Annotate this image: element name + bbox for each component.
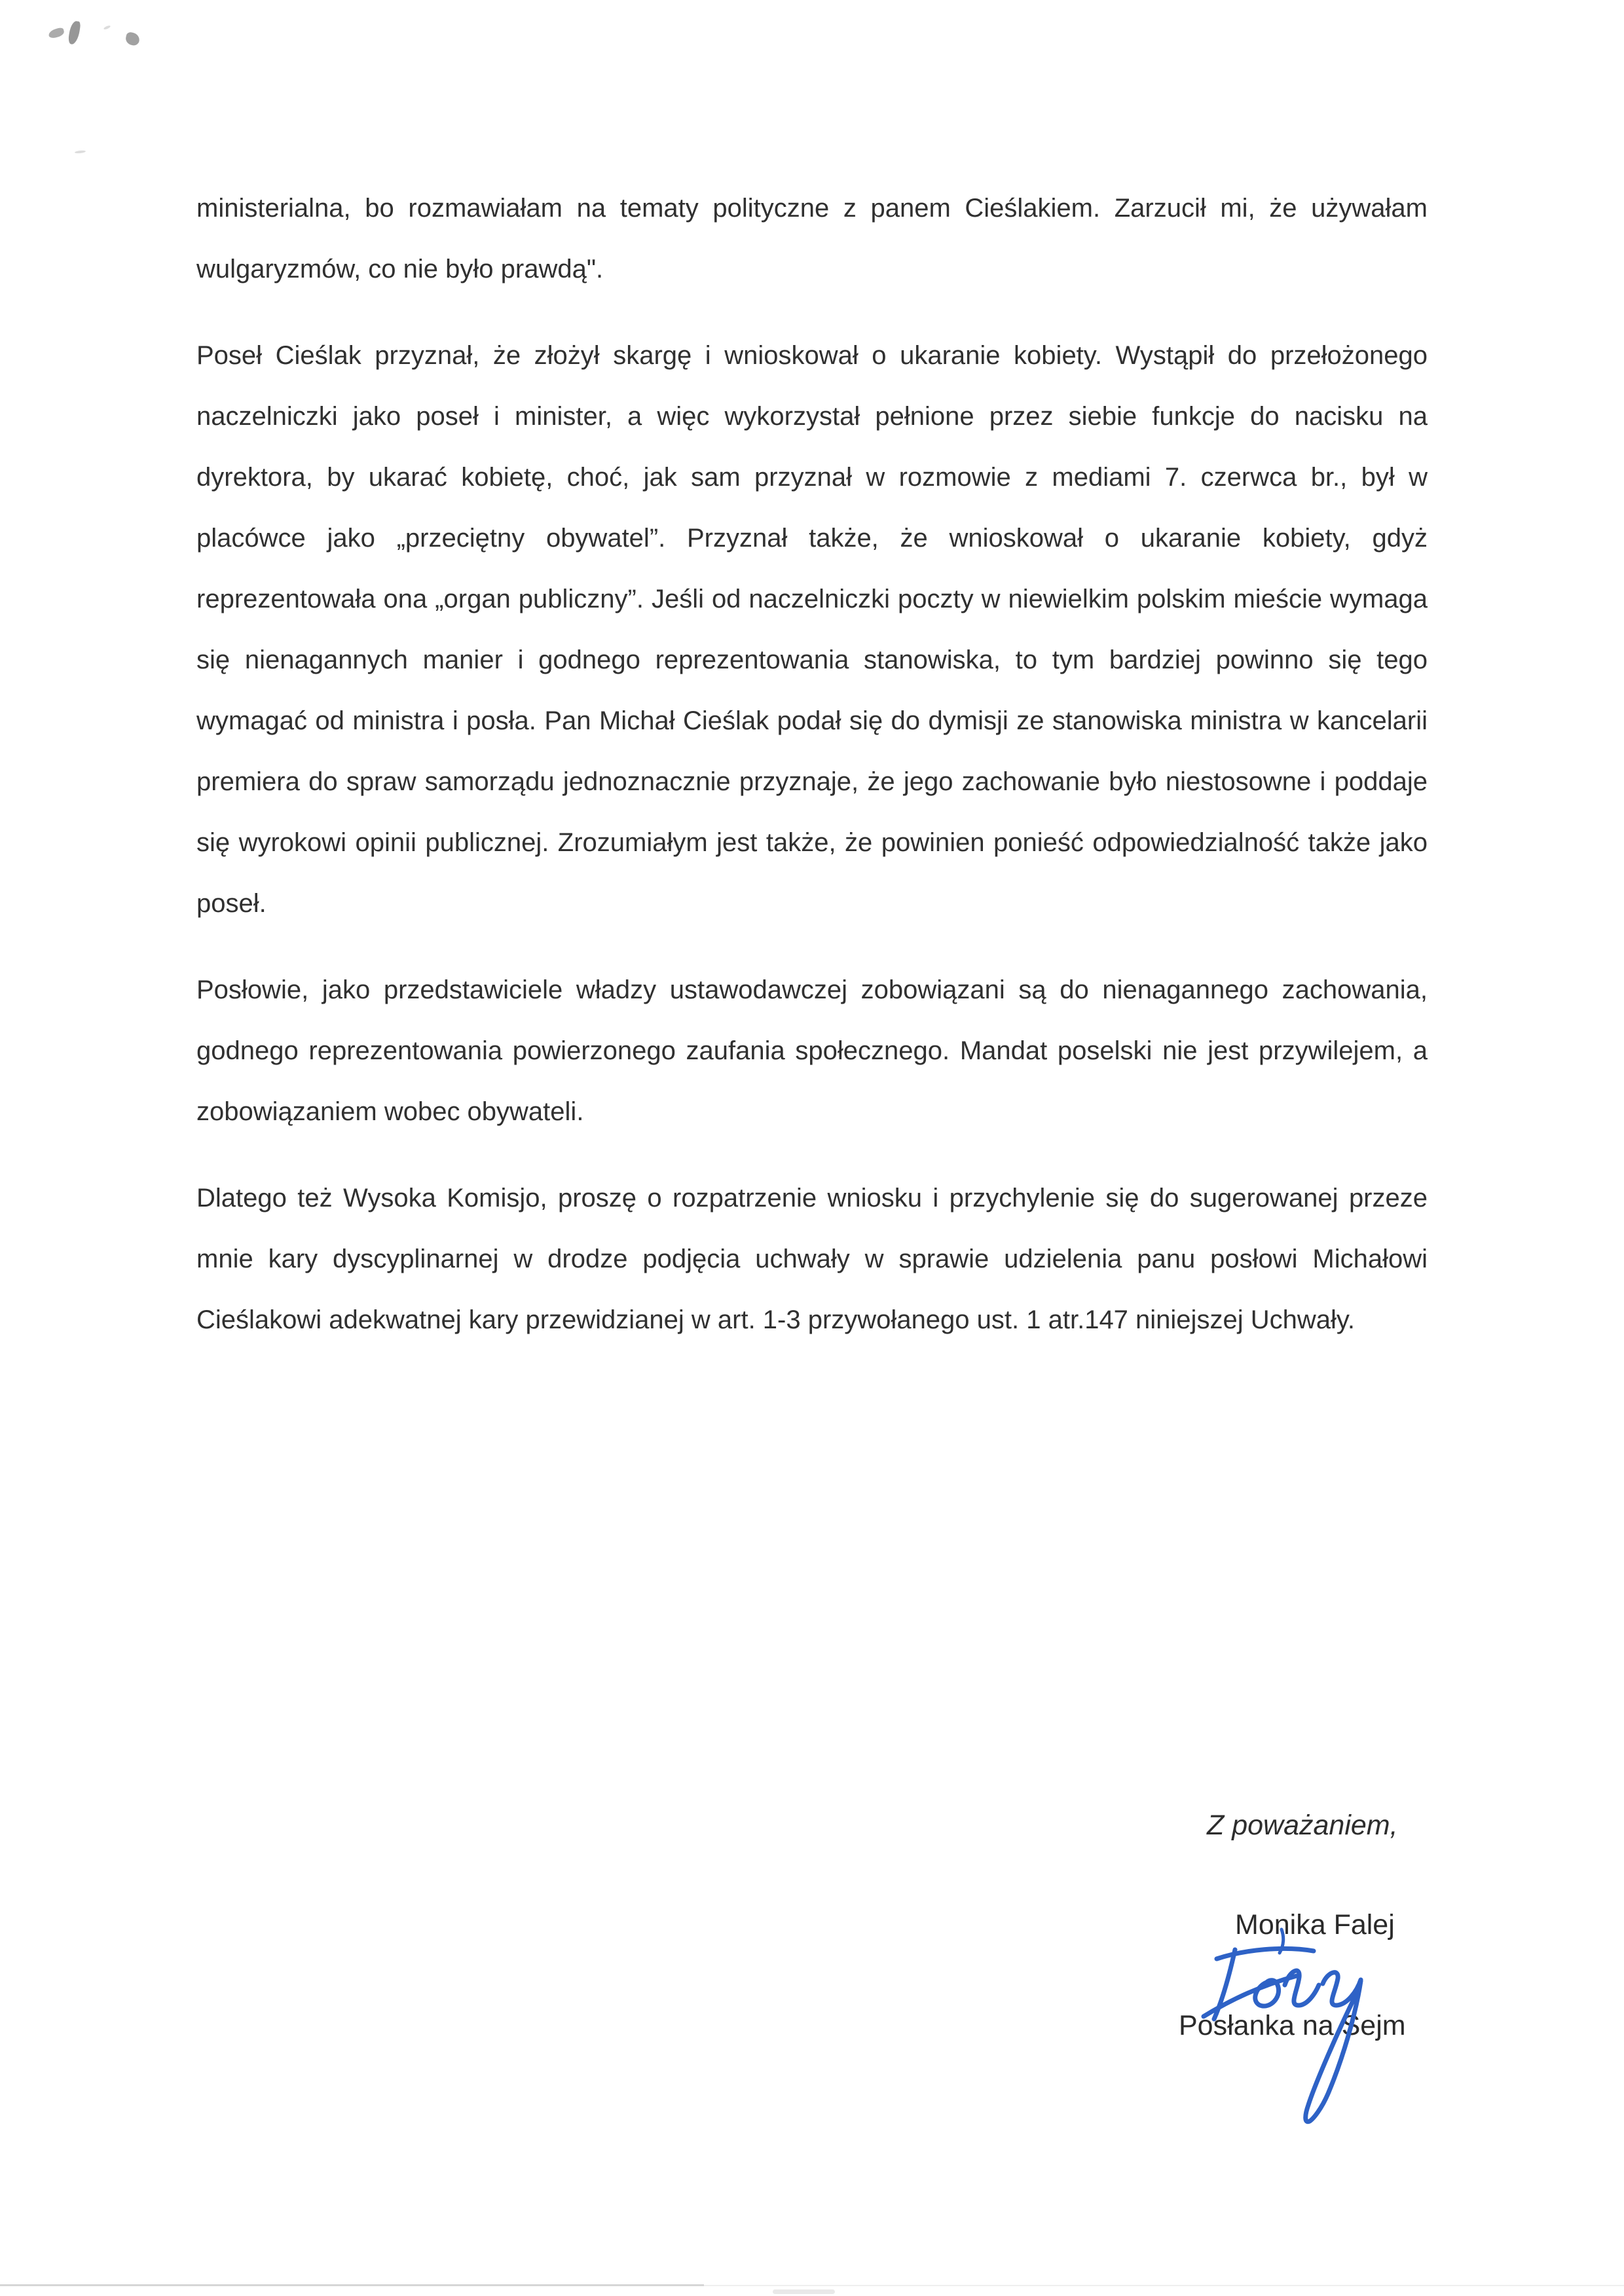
scan-artifact-line: [0, 2284, 704, 2286]
scan-speck: [48, 27, 65, 39]
scan-speck: [124, 31, 140, 46]
signer-title: Posłanka na Sejm: [1179, 2010, 1406, 2041]
scan-speck: [103, 25, 111, 30]
letter-paragraph-4: Dlatego też Wysoka Komisjo, proszę o rozpatrzenie wniosku i przychylenie się do sugerowanej przeze mnie kary dyscyplinarnej w drodze podjęcia uchwały w sprawie udzielenia panu posłowi Michałowi Cieślakowi adekwatnej kary przewidzianej w art. 1-3 przywołanego ust. 1 atr.147 niniejszej Uchwały.: [196, 1184, 1428, 1334]
letter-body: [196, 178, 1428, 1376]
scan-artifact-line-faint: [704, 2285, 1624, 2286]
letter-paragraph-1: ministerialna, bo rozmawiałam na tematy polityczne z panem Cieślakiem. Zarzucił mi, że używałam wulgaryzmów, co nie było prawdą".: [196, 194, 1428, 283]
letter-paragraph-2: Poseł Cieślak przyznał, że złożył skargę i wnioskował o ukaranie kobiety. Wystąpił do przełożonego naczelniczki jako poseł i minister, a więc wykorzystał pełnione przez siebie funkcje do nacisku na dyrektora, by ukarać kobietę, choć, jak sam przyznał w rozmowie z mediami 7. czerwca br., był w placówce jako „przeciętny obywatel”. Przyznał także, że wnioskował o ukaranie kobiety, gdyż reprezentowała ona „organ publiczny”. Jeśli od naczelniczki poczty w niewielkim polskim mieście wymaga się nienagannych manier i godnego reprezentowania stanowiska, to tym bardziej powinno się tego wymagać od ministra i posła. Pan Michał Cieślak podał się do dymisji ze stanowiska ministra w kancelarii premiera do spraw samorządu jednoznacznie przyznaje, że jego zachowanie było niestosowne i poddaje się wyrokowi opinii publicznej. Zrozumiałym jest także, że powinien ponieść odpowiedzialność także jako poseł.: [196, 341, 1428, 918]
handwritten-signature: [1197, 1943, 1393, 2136]
signer-name: Monika Falej: [1235, 1909, 1395, 1941]
scan-speck: [67, 20, 81, 45]
scan-smudge: [773, 2289, 835, 2294]
closing-salutation: Z poważaniem,: [1207, 1810, 1398, 1841]
letter-paragraph-3: Posłowie, jako przedstawiciele władzy ustawodawczej zobowiązani są do nienagannego zachowania, godnego reprezentowania powierzonego zaufania społecznego. Mandat poselski nie jest przywilejem, a zobowiązaniem wobec obywateli.: [196, 975, 1428, 1126]
scan-speck: [75, 150, 86, 154]
